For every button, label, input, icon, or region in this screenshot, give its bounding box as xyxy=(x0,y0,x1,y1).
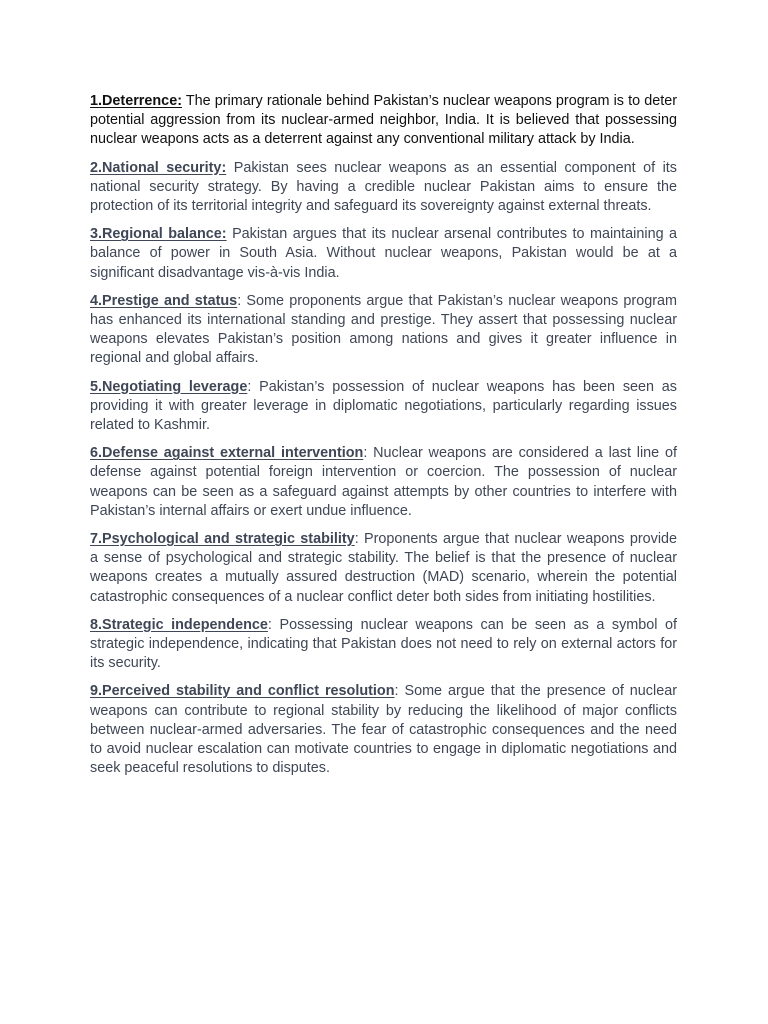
heading-separator: : xyxy=(237,292,247,309)
paragraph-psychological-stability xyxy=(90,530,677,607)
paragraph-deterrence xyxy=(90,92,677,150)
paragraph-heading: 3.Regional balance: xyxy=(90,226,227,243)
heading-separator: : xyxy=(394,683,405,700)
paragraph-heading: 2.National security: xyxy=(90,159,227,176)
paragraph-heading: 6.Defense against external intervention xyxy=(90,445,364,462)
paragraph-national-security xyxy=(90,159,677,217)
paragraph-text: The primary rationale behind Pakistan’s nuclear weapons program is to deter potential aggression from its nuclear-armed neighbor, India. It is believed that possessing nuclear weapons acts as a deterrent against any conventional military attack by India. xyxy=(90,93,678,148)
paragraph-defense-against-intervention xyxy=(90,444,677,521)
paragraph-heading: 9.Perceived stability and conflict resolution xyxy=(90,683,395,700)
paragraph-text: Pakistan sees nuclear weapons as an essential component of its national security strategy. By having a credible nuclear Pakistan aims to ensure the protection of its territorial integrity and safeguard its sovereignty against external threats. xyxy=(90,159,677,215)
document-body xyxy=(90,92,677,788)
heading-separator: : xyxy=(363,445,374,462)
paragraph-text: Proponents argue that nuclear weapons provide a sense of psychological and strategic stability. The belief is that the presence of nuclear weapons creates a mutually assured destruction (MAD) scenario, wherein the potential catastrophic consequences of a nuclear conflict deter both sides from initiating hostilities. xyxy=(90,531,678,605)
paragraph-regional-balance xyxy=(90,225,677,283)
heading-separator xyxy=(226,160,233,176)
paragraph-heading: 1.Deterrence: xyxy=(90,93,182,109)
paragraph-heading: 8.Strategic independence xyxy=(90,616,268,633)
paragraph-perceived-stability xyxy=(90,682,677,778)
paragraph-heading: 7.Psychological and strategic stability xyxy=(90,531,355,548)
paragraph-text: Some proponents argue that Pakistan’s nuclear weapons program has enhanced its international standing and prestige. They assert that possessing nuclear weapons elevates Pakistan’s position among nations and gives it greater influence in regional and global affairs. xyxy=(90,292,677,367)
heading-separator: : xyxy=(354,531,365,548)
paragraph-text: Pakistan’s possession of nuclear weapons has been seen as providing it with greater leverage in diplomatic negotiations, particularly regarding issues related to Kashmir. xyxy=(90,378,678,434)
paragraph-negotiating-leverage xyxy=(90,378,677,436)
paragraph-text: Nuclear weapons are considered a last line of defense against potential foreign intervention or coercion. The possession of nuclear weapons can be seen as a safeguard against attempts by other countries to interfere with Pakistan’s internal affairs or exert undue influence. xyxy=(90,445,677,519)
paragraph-heading: 5.Negotiating leverage xyxy=(90,378,248,395)
paragraph-text: Possessing nuclear weapons can be seen as a symbol of strategic independence, indicating that Pakistan does not need to rely on external actors for its security. xyxy=(90,616,678,672)
paragraph-strategic-independence xyxy=(90,616,677,674)
paragraph-prestige-and-status xyxy=(90,292,677,369)
heading-separator: : xyxy=(267,616,280,633)
paragraph-heading: 4.Prestige and status xyxy=(90,292,238,309)
paragraph-text: Some argue that the presence of nuclear weapons can contribute to regional stability by reducing the likelihood of major conflicts between nuclear-armed adversaries. The fear of catastrophic consequences and the need to avoid nuclear escalation can motivate countries to engage in diplomatic negotiations and seek peaceful resolutions to disputes. xyxy=(90,683,677,777)
paragraph-text: Pakistan argues that its nuclear arsenal contributes to maintaining a balance of power in South Asia. Without nuclear weapons, Pakistan would be at a significant disadvantage vis-à-vis India. xyxy=(90,226,678,281)
heading-separator: : xyxy=(247,378,260,395)
